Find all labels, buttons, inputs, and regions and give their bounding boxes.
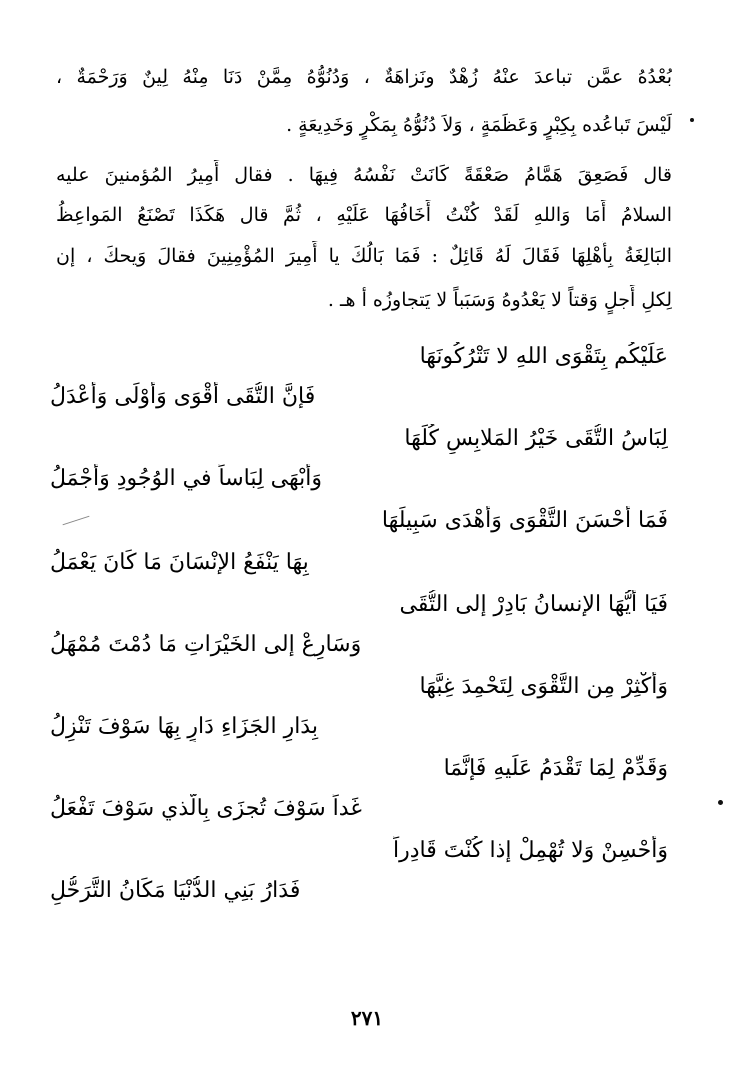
prose-line-1: بُعْدُهُ عمَّن تباعدَ عنْهُ زُهْدٌ ونَزاهَةٌ ، وَدُنُوُّهُ مِمَّنْ دَنَا مِنْهُ لِينٌ وَرَحْمَةٌ ، — [56, 66, 672, 88]
verse-hemistich-7: فَيَا أَيُّهَا الإنسانُ بَادِرْ إلى التُّقَى — [399, 592, 668, 617]
verse-hemistich-4: وَأَبْهَى لِبَاساً في الوُجُودِ وَأَجْمَلُ — [50, 466, 323, 491]
prose-line-5: البَالِغَةُ بِأَهْلِهَا فَقَالَ لَهُ قَائِلٌ : فَمَا بَالُكَ يا أَمِيرَ المُؤْمِنِينَ فقالَ وَيحكَ ، إن — [56, 245, 672, 267]
verse-hemistich-1: عَلَيْكُم بِتَقْوَى اللهِ لا تَتْرُكُونَهَا — [419, 344, 668, 369]
scan-smudge — [63, 516, 90, 526]
prose-line-3: قال فَصَعِقَ هَمَّامُ صَعْقَةً كَانَتْ نَفْسُهُ فِيهَا . فقال أَمِيرُ المُؤمنينَ عليه — [56, 164, 672, 186]
verse-hemistich-10: بِدَارِ الجَزَاءِ دَارٍ بِهَا سَوْفَ تَنْزِلُ — [50, 714, 318, 739]
prose-line-4: السلامُ أَمَا وَاللهِ لَقَدْ كُنْتُ أَخَافُهَا عَلَيْهِ ، ثُمَّ قال هَكَذَا تَصْنَعُ المَواعِظُ — [56, 204, 672, 226]
verse-hemistich-2: فَإنَّ التُّقَى أَقْوَى وَأَوْلَى وَأَعْدَلُ — [50, 384, 316, 409]
prose-line-6: لِكلِ أَجلٍ وَقتاً لا يَعْدُوهُ وَسَبَباً لا يَتجاوزُه أ هـ . — [327, 289, 672, 311]
verse-hemistich-6: بِهَا يَنْفَعُ الإنْسَانَ مَا كَانَ يَعْمَلُ — [50, 550, 309, 575]
prose-line-2: لَيْسَ تَباعُده بِكِبْرٍ وَعَظَمَةٍ ، وَلاَ دُنُوُّهُ بِمَكْرٍ وَخَدِيعَةٍ . — [286, 114, 672, 136]
verse-hemistich-3: لِبَاسُ التُّقَى خَيْرُ المَلابِسِ كُلِّهَا — [404, 426, 668, 451]
page-number: ٢٧١ — [350, 1006, 384, 1030]
verse-hemistich-13: وَأَحْسِنْ وَلا تُهْمِلْ إذا كُنْتَ قَادِراً — [393, 838, 668, 863]
scan-speck — [690, 118, 694, 122]
verse-hemistich-9: وَأَكْثِرْ مِن التَّقْوَى لِتَحْمِدَ غِبَّهَا — [419, 674, 668, 699]
verse-hemistich-14: فَدَارُ بَنِي الدُّنْيَا مَكَانُ التَّرَحُّلِ — [50, 878, 301, 903]
verse-hemistich-5: فَمَا أَحْسَنَ التَّقْوَى وَأَهْدَى سَبِيلَهَا — [381, 508, 668, 533]
verse-hemistich-12: غَداً سَوْفَ تُجزَى بِالَّذي سَوْفَ تَفْعَلُ — [50, 796, 362, 821]
scan-speck — [718, 800, 723, 805]
verse-hemistich-8: وَسَارِعْ إلى الخَيْرَاتِ مَا دُمْتَ مُمْهَلُ — [50, 632, 362, 657]
verse-hemistich-11: وَقَدِّمْ لِمَا تَقْدَمُ عَلَيهِ فَإنَّمَا — [443, 756, 668, 781]
